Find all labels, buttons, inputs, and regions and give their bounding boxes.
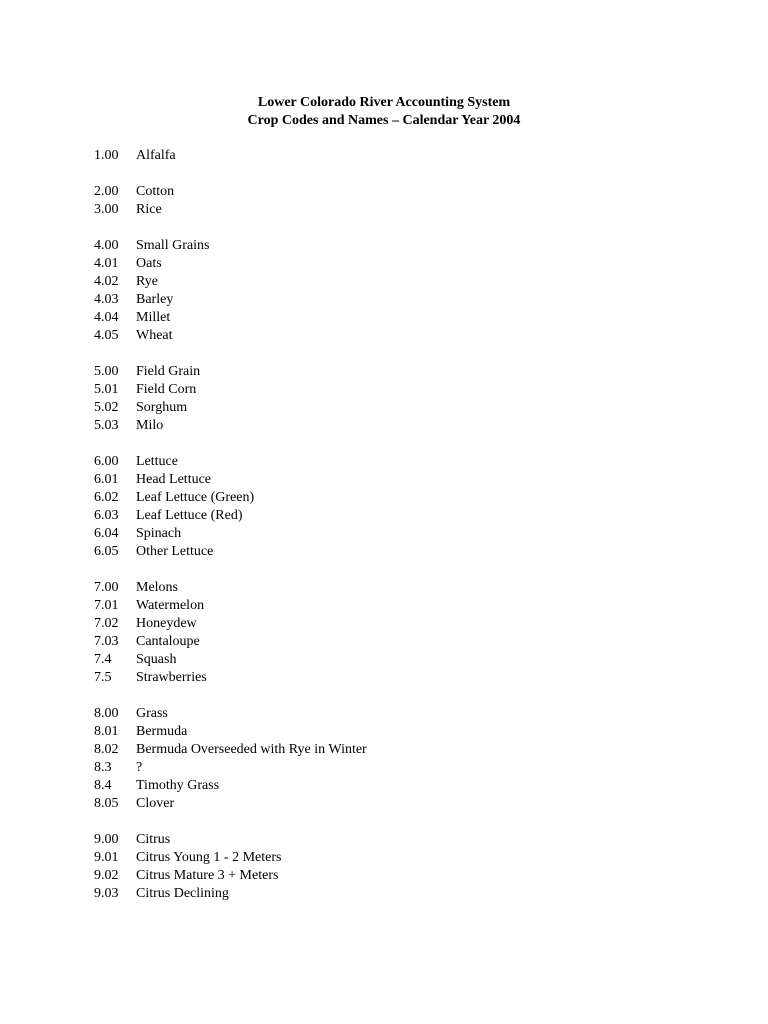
crop-row <box>94 291 714 309</box>
crop-name: Watermelon <box>136 598 205 613</box>
crop-code: 6.01 <box>94 472 119 487</box>
crop-name: Citrus Mature 3 + Meters <box>136 868 279 883</box>
crop-code-list <box>94 147 714 903</box>
crop-name: Grass <box>136 706 168 721</box>
crop-row <box>94 273 714 291</box>
crop-row <box>94 327 714 345</box>
crop-code: 8.4 <box>94 778 112 793</box>
crop-code: 7.02 <box>94 616 119 631</box>
crop-code: 6.02 <box>94 490 119 505</box>
crop-code: 8.05 <box>94 796 119 811</box>
crop-code: 8.02 <box>94 742 119 757</box>
crop-row <box>94 363 714 381</box>
crop-name: Citrus Young 1 - 2 Meters <box>136 850 282 865</box>
crop-code: 9.02 <box>94 868 119 883</box>
crop-name: Wheat <box>136 328 173 343</box>
crop-name: Sorghum <box>136 400 188 415</box>
crop-code: 4.02 <box>94 274 119 289</box>
crop-row <box>94 381 714 399</box>
crop-code: 6.04 <box>94 526 119 541</box>
crop-code: 9.01 <box>94 850 119 865</box>
crop-name: Milo <box>136 418 164 433</box>
crop-name: Rye <box>136 274 158 289</box>
crop-row <box>94 705 714 723</box>
crop-name: Head Lettuce <box>136 472 212 487</box>
crop-name: Strawberries <box>136 670 207 685</box>
crop-code: 5.01 <box>94 382 119 397</box>
crop-row <box>94 399 714 417</box>
crop-name: Alfalfa <box>136 148 176 163</box>
crop-name: Field Grain <box>136 364 201 379</box>
crop-code: 4.03 <box>94 292 119 307</box>
crop-row <box>94 777 714 795</box>
crop-code: 5.03 <box>94 418 119 433</box>
crop-name: Squash <box>136 652 177 667</box>
crop-row <box>94 471 714 489</box>
crop-row <box>94 147 714 165</box>
crop-code: 7.00 <box>94 580 119 595</box>
document-header <box>0 94 768 130</box>
crop-code: 9.03 <box>94 886 119 901</box>
crop-name: Leaf Lettuce (Red) <box>136 508 243 523</box>
crop-name: Melons <box>136 580 178 595</box>
crop-code: 4.01 <box>94 256 119 271</box>
crop-code: 8.3 <box>94 760 112 775</box>
crop-row <box>94 867 714 885</box>
crop-row <box>94 651 714 669</box>
crop-row <box>94 255 714 273</box>
crop-name: Bermuda <box>136 724 188 739</box>
crop-name: Cantaloupe <box>136 634 200 649</box>
crop-row <box>94 507 714 525</box>
crop-row <box>94 579 714 597</box>
crop-row <box>94 741 714 759</box>
crop-row <box>94 831 714 849</box>
crop-row <box>94 633 714 651</box>
crop-row <box>94 237 714 255</box>
crop-code: 6.05 <box>94 544 119 559</box>
document-subtitle: Crop Codes and Names – Calendar Year 2004 <box>247 113 521 128</box>
crop-name: Leaf Lettuce (Green) <box>136 490 255 505</box>
crop-code: 4.00 <box>94 238 119 253</box>
crop-code: 3.00 <box>94 202 119 217</box>
crop-name: Spinach <box>136 526 182 541</box>
crop-code: 4.04 <box>94 310 119 325</box>
crop-name: Millet <box>136 310 171 325</box>
crop-name: Bermuda Overseeded with Rye in Winter <box>136 742 367 757</box>
crop-row <box>94 183 714 201</box>
crop-code: 7.01 <box>94 598 119 613</box>
crop-row <box>94 723 714 741</box>
crop-name: Field Corn <box>136 382 197 397</box>
crop-row <box>94 453 714 471</box>
crop-code: 1.00 <box>94 148 119 163</box>
crop-code: 6.00 <box>94 454 119 469</box>
crop-code: 9.00 <box>94 832 119 847</box>
crop-row <box>94 489 714 507</box>
crop-code: 8.01 <box>94 724 119 739</box>
crop-row <box>94 759 714 777</box>
crop-row <box>94 885 714 903</box>
crop-name: Other Lettuce <box>136 544 214 559</box>
crop-code: 7.5 <box>94 670 112 685</box>
crop-name: Rice <box>136 202 162 217</box>
crop-code: 8.00 <box>94 706 119 721</box>
crop-row <box>94 795 714 813</box>
crop-row <box>94 669 714 687</box>
crop-name: Lettuce <box>136 454 178 469</box>
crop-code: 5.02 <box>94 400 119 415</box>
crop-row <box>94 309 714 327</box>
crop-code: 6.03 <box>94 508 119 523</box>
crop-name: Citrus Declining <box>136 886 229 901</box>
document-title: Lower Colorado River Accounting System <box>257 95 511 110</box>
crop-name: Cotton <box>136 184 175 199</box>
crop-name: Citrus <box>136 832 171 847</box>
crop-code: 7.4 <box>94 652 112 667</box>
crop-row <box>94 525 714 543</box>
crop-row <box>94 543 714 561</box>
crop-row <box>94 417 714 435</box>
crop-row <box>94 849 714 867</box>
crop-row <box>94 615 714 633</box>
crop-name: Small Grains <box>136 238 210 253</box>
crop-name: Timothy Grass <box>136 778 220 793</box>
crop-name: Clover <box>136 796 175 811</box>
crop-row <box>94 597 714 615</box>
crop-name: Oats <box>136 256 162 271</box>
crop-code: 4.05 <box>94 328 119 343</box>
crop-code: 5.00 <box>94 364 119 379</box>
crop-name: Honeydew <box>136 616 197 631</box>
crop-row <box>94 201 714 219</box>
crop-name: Barley <box>136 292 174 307</box>
crop-name: ? <box>136 760 143 775</box>
crop-code: 7.03 <box>94 634 119 649</box>
crop-code: 2.00 <box>94 184 119 199</box>
